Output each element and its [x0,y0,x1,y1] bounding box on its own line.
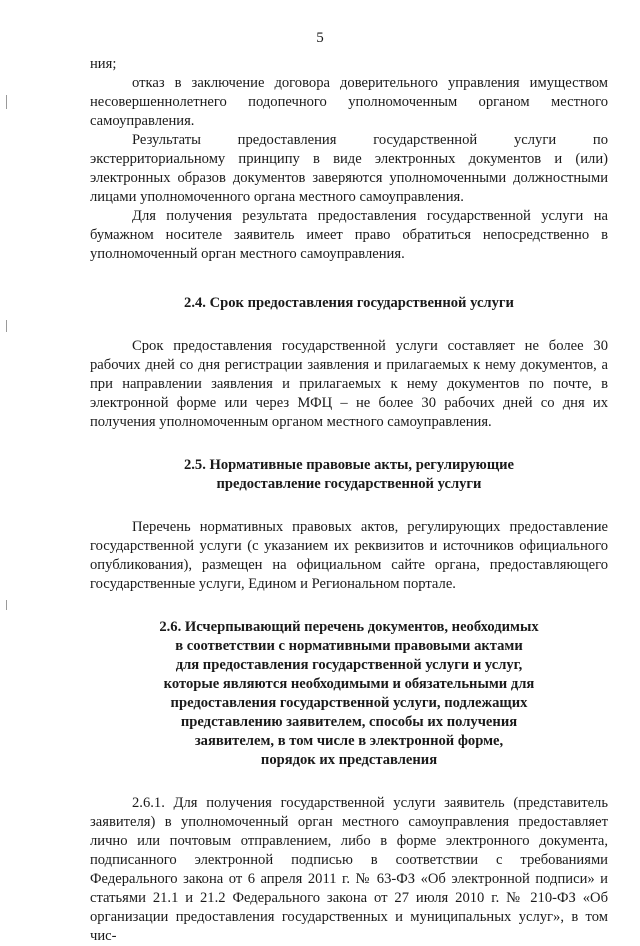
document-body [90,55,608,946]
section-heading-line: представлению заявителем, способы их получения [180,714,518,730]
section-heading [90,456,608,494]
section-heading-line: 2.4. Срок предоставления государственной услуги [184,295,514,311]
section-heading [90,294,608,313]
section-heading-line: 2.5. Нормативные правовые акты, регулирующие [183,457,515,473]
section-spacer [90,313,608,337]
scan-margin-mark [6,600,7,610]
page-number: 5 [316,30,324,46]
scan-margin-mark [6,320,7,332]
section-heading-line: предоставление государственной услуги [216,476,482,492]
section-spacer [90,594,608,618]
section-heading-line: в соответствии с нормативными правовыми актами [175,638,523,654]
section-spacer [90,494,608,518]
section-heading-line: которые являются необходимыми и обязательными для [163,676,535,692]
section-heading-line: для предоставления государственной услуги и услуг, [175,657,523,673]
body-paragraph: отказ в заключение договора доверительного управления имуществом несовершеннолетнего подопечного уполномоченным органом местного самоуправления. [90,75,608,129]
body-paragraph: Срок предоставления государственной услуги составляет не более 30 рабочих дней со дня регистрации заявления и прилагаемых к нему документов, а при направлении заявления и прилагаемых к нему документов по почте, в электронной форме или через МФЦ – не более 30 рабочих дней со дня их получения уполномоченным органом местного самоуправления. [90,338,608,430]
section-spacer [90,770,608,794]
section-spacer [90,432,608,456]
body-paragraph: 2.6.1. Для получения государственной услуги заявитель (представитель заявителя) в уполномоченный орган местного самоуправления предоставляет лично или почтовым отправлением, либо в форме электронного документа, подписанного электронной подписью в соответствии с требованиями Федерального закона от 6 апреля 2011 г. № 63-ФЗ «Об электронной подписи» и статьями 21.1 и 21.2 Федерального закона от 27 июля 2010 г. № 210-ФЗ «Об организации предоставления государственных и муниципальных услуг», в том чис- [90,795,608,944]
body-paragraph: Для получения результата предоставления государственной услуги на бумажном носителе заявитель имеет право обратиться непосредственно в уполномоченный орган местного самоуправления. [90,208,608,262]
section-heading-line: предоставления государственной услуги, подлежащих [170,695,528,711]
body-paragraph: ния; [90,56,117,72]
section-heading-line: заявителем, в том числе в электронной форме, [194,733,504,749]
section-spacer [90,264,608,294]
section-heading [90,618,608,770]
body-paragraph: Перечень нормативных правовых актов, регулирующих предоставление государственной услуги (с указанием их реквизитов и источников официального опубликования), размещен на официальном сайте органа, предоставляющего государственные услуги, Едином и Региональном портале. [90,519,608,592]
section-heading-line: 2.6. Исчерпывающий перечень документов, необходимых [159,619,539,635]
body-paragraph: Результаты предоставления государственной услуги по экстерриториальному принципу в виде электронных документов и (или) электронных образов документов заверяются уполномоченными должностными лицами уполномоченного органа местного самоуправления. [90,132,608,205]
section-heading-line: порядок их представления [260,752,438,768]
scan-margin-mark [6,95,7,109]
